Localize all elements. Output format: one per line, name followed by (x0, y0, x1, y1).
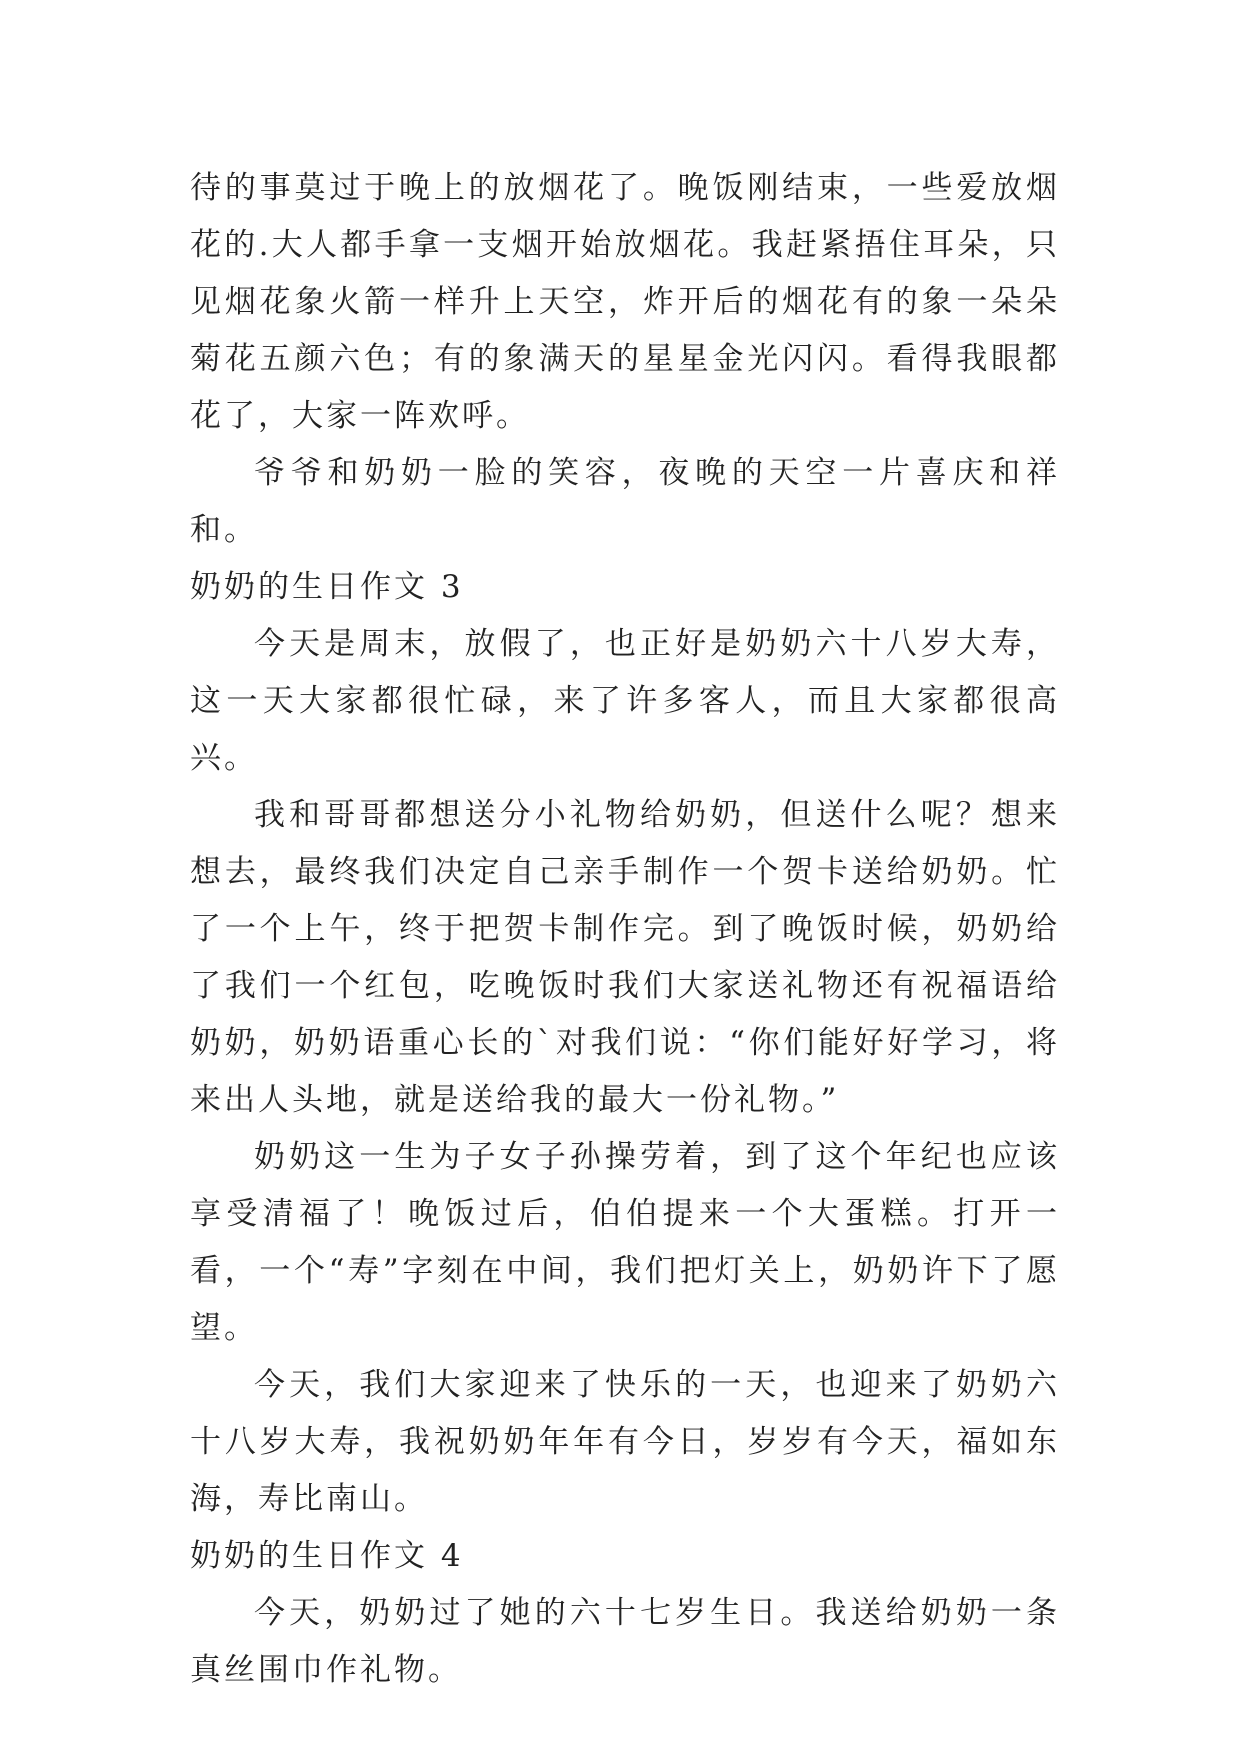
document-body (190, 160, 1060, 1699)
paragraph-greeting-card: 我和哥哥都想送分小礼物给奶奶，但送什么呢？想来想去，最终我们决定自己亲手制作一个贺卡送给奶奶。忙了一个上午，终于把贺卡制作完。到了晚饭时候，奶奶给了我们一个红包，吃晚饭时我们大家送礼物还有祝福语给奶奶，奶奶语重心长的`对我们说：“你们能好好学习，将来出人头地，就是送给我的最大一份礼物。” (190, 797, 1060, 1118)
paragraph-birthday-cake: 奶奶这一生为子女子孙操劳着，到了这个年纪也应该享受清福了！晚饭过后，伯伯提来一个大蛋糕。打开一看，一个“寿”字刻在中间，我们把灯关上，奶奶许下了愿望。 (190, 1139, 1060, 1346)
essay-heading-3: 奶奶的生日作文 3 (190, 569, 464, 605)
paragraph-weekend-birthday: 今天是周末，放假了，也正好是奶奶六十八岁大寿，这一天大家都很忙碌，来了许多客人，而且大家都很高兴。 (190, 626, 1060, 776)
paragraph-grandparents-smile: 爷爷和奶奶一脸的笑容，夜晚的天空一片喜庆和祥和。 (190, 455, 1060, 548)
paragraph-silk-scarf: 今天，奶奶过了她的六十七岁生日。我送给奶奶一条真丝围巾作礼物。 (190, 1595, 1060, 1688)
paragraph-birthday-wishes: 今天，我们大家迎来了快乐的一天，也迎来了奶奶六十八岁大寿，我祝奶奶年年有今日，岁岁有今天，福如东海，寿比南山。 (190, 1367, 1060, 1517)
paragraph-fireworks: 待的事莫过于晚上的放烟花了。晚饭刚结束，一些爱放烟花的.大人都手拿一支烟开始放烟花。我赶紧捂住耳朵，只见烟花象火箭一样升上天空，炸开后的烟花有的象一朵朵菊花五颜六色；有的象满天的星星金光闪闪。看得我眼都花了，大家一阵欢呼。 (190, 170, 1060, 434)
essay-heading-4: 奶奶的生日作文 4 (190, 1538, 464, 1574)
